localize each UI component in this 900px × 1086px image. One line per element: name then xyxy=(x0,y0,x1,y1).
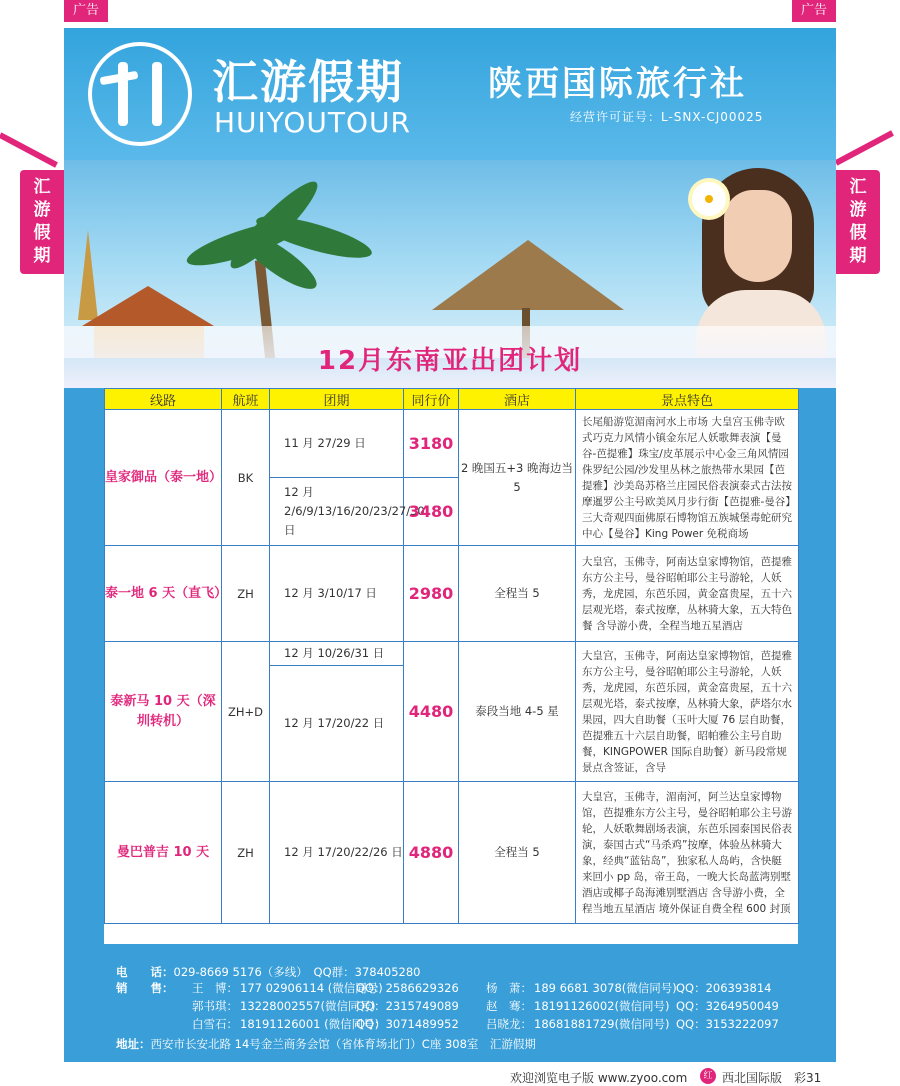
contact-phone: 18191126002(微信同号) xyxy=(534,999,670,1013)
dates-cell: 12 月 3/10/17 日 xyxy=(270,546,404,642)
beach-hut-illustration xyxy=(432,240,624,310)
contact-name: 赵 骞： xyxy=(486,999,532,1013)
route-cell: 泰一地 6 天（直飞） xyxy=(105,546,222,642)
contact-phone: 18191126001 (微信同号) xyxy=(240,1017,380,1031)
route-cell: 皇家御品（泰一地） xyxy=(105,410,222,546)
side-tab-left xyxy=(20,170,64,274)
hotel-cell: 2 晚国五+3 晚海边当 5 xyxy=(459,410,576,546)
dates-cell: 12 月 17/20/22 日 xyxy=(270,666,404,782)
address-line xyxy=(116,1036,536,1052)
features-cell: 大皇宫，玉佛寺，阿南达皇家博物馆，芭提雅东方公主号，曼谷昭帕耶公主号游轮，人妖秀，龙虎园，东芭乐园，黄金富贵屋，五十六层观光塔，泰式按摩，丛林骑大象，五大特色餐 含导游小费，全程当地五星酒店 xyxy=(576,546,799,642)
header-route: 线路 xyxy=(105,389,222,410)
contact-footer xyxy=(64,956,836,1056)
ad-tag-left: 广告 xyxy=(64,0,108,22)
address-label: 地址： xyxy=(116,1037,151,1051)
ad-page xyxy=(64,28,836,1062)
price-cell: 4880 xyxy=(404,782,459,924)
phone-label: 电 话： xyxy=(116,965,174,979)
contact-name: 白雪石： xyxy=(192,1017,238,1031)
brand-name-cn: 汇游假期 xyxy=(212,55,404,109)
features-cell: 大皇宫，玉佛寺，湄南河，阿兰达皇家博物馆，芭提雅东方公主号，曼谷昭帕耶公主号游轮，人妖歌舞剧场表演，东芭乐园泰国民俗表演，泰国古式“马杀鸡”按摩，体验丛林骑大象，经典“蓝钻岛”，独家私人岛屿，含快艇来回小 pp 岛，帝王岛，一晚大长岛蓝湾别墅酒店或椰子岛海滩别墅酒店 含导游小费，全程当地五星酒店 境外保证自费全程 600 封顶 xyxy=(576,782,799,924)
contact-phone: 189 6681 3078(微信同号) xyxy=(534,981,677,995)
edition-badge: 红 xyxy=(700,1068,716,1084)
price-cell: 3480 xyxy=(404,478,459,546)
hotel-cell: 泰段当地 4-5 星 xyxy=(459,642,576,782)
header-features: 景点特色 xyxy=(576,389,799,410)
tour-table xyxy=(104,388,798,944)
table-header-row xyxy=(105,389,799,410)
header-hotel: 酒店 xyxy=(459,389,576,410)
side-tab-left-text: 汇游假期 xyxy=(33,177,51,266)
contact-qq: QQ：206393814 xyxy=(676,981,772,995)
hotel-cell: 全程当 5 xyxy=(459,546,576,642)
flight-cell: ZH xyxy=(222,546,270,642)
features-cell: 大皇宫，玉佛寺，阿南达皇家博物馆，芭提雅东方公主号，曼谷昭帕耶公主号游轮，人妖秀，龙虎园，东芭乐园，黄金富贵屋，五十六层观光塔，泰式按摩，丛林骑大象，萨塔尔水果园，四大自助餐（玉叶大厦 76 层自助餐，芭提雅五十六层自助餐，昭帕雅公主号自助餐，KINGPOWER 国际自助餐）新马段常规景点含签证，含导 xyxy=(576,642,799,782)
table-row xyxy=(105,410,799,478)
contact-qq: QQ：3264950049 xyxy=(676,999,779,1013)
route-cell: 泰新马 10 天（深圳转机） xyxy=(105,642,222,782)
header-flight: 航班 xyxy=(222,389,270,410)
contact-name: 郭书琪： xyxy=(192,999,238,1013)
edition-text: 西北国际版 彩31 xyxy=(722,1071,822,1085)
dates-cell: 11 月 27/29 日 xyxy=(270,410,404,478)
dates-cell: 12 月 10/26/31 日 xyxy=(270,642,404,666)
flight-cell: ZH xyxy=(222,782,270,924)
side-tab-right-text: 汇游假期 xyxy=(849,177,867,266)
logo-icon xyxy=(88,42,192,146)
side-tab-right xyxy=(836,170,880,274)
route-cell: 曼巴普吉 10 天 xyxy=(105,782,222,924)
phone-number: 029-8669 5176（多线） QQ群：378405280 xyxy=(173,965,421,979)
website-text: 欢迎浏览电子版 www.zyoo.com xyxy=(510,1071,688,1085)
price-cell: 2980 xyxy=(404,546,459,642)
ad-tag-right: 广告 xyxy=(792,0,836,22)
contact-qq: QQ：2315749089 xyxy=(356,999,459,1013)
agency-name: 陕西国际旅行社 xyxy=(488,64,747,104)
phone-line xyxy=(116,964,421,980)
contact-qq: QQ：3071489952 xyxy=(356,1017,459,1031)
contact-name: 吕晓龙： xyxy=(486,1017,532,1031)
contact-name: 王 博： xyxy=(192,981,238,995)
contact-name: 杨 萧： xyxy=(486,981,532,995)
features-cell: 长尾船游览湄南河水上市场 大皇宫玉佛寺欧式巧克力风情小镇金东尼人妖歌舞表演【曼谷-芭提雅】珠宝/皮革展示中心金三角风情园侏罗纪公园/沙发里丛林之旅热带水果园【芭提雅】沙美岛苏格兰庄园民俗表演泰式古法按摩暹罗公主号欧美风月步行街【芭提雅-曼谷】三大奇观四面佛原石博物馆五族城堡毒蛇研究中心【曼谷】King Power 免税商场 xyxy=(576,410,799,546)
dates-cell: 12 月 17/20/22/26 日 xyxy=(270,782,404,924)
contact-phone: 13228002557(微信同号) xyxy=(240,999,376,1013)
header xyxy=(64,28,836,160)
contact-qq: QQ：3153222097 xyxy=(676,1017,779,1031)
page-footer xyxy=(0,1066,900,1086)
license-number: 经营许可证号：L-SNX-CJ00025 xyxy=(570,110,764,124)
contact-phone: 18681881729(微信同号) xyxy=(534,1017,670,1031)
table-row xyxy=(105,546,799,642)
hotel-cell: 全程当 5 xyxy=(459,782,576,924)
table-row xyxy=(105,642,799,666)
address-text: 西安市长安北路 14号金兰商务会馆（省体育场北门）C座 308室 汇游假期 xyxy=(150,1037,536,1051)
header-price: 同行价 xyxy=(404,389,459,410)
table-row xyxy=(105,782,799,924)
flight-cell: ZH+D xyxy=(222,642,270,782)
ribbon-right xyxy=(835,130,894,165)
header-dates: 团期 xyxy=(270,389,404,410)
contact-phone: 177 02906114 (微信同号) xyxy=(240,981,383,995)
flight-cell: BK xyxy=(222,410,270,546)
contact-qq: QQ：2586629326 xyxy=(356,981,459,995)
brand-name-en: HUIYOUTOUR xyxy=(214,106,412,139)
ribbon-left xyxy=(0,132,58,167)
sales-label: 销 售： xyxy=(116,981,174,995)
price-cell: 3180 xyxy=(404,410,459,478)
dates-cell: 12 月 2/6/9/13/16/20/23/27/30 日 xyxy=(270,478,404,546)
price-cell: 4480 xyxy=(404,642,459,782)
plan-title: 12月东南亚出团计划 xyxy=(317,346,583,376)
